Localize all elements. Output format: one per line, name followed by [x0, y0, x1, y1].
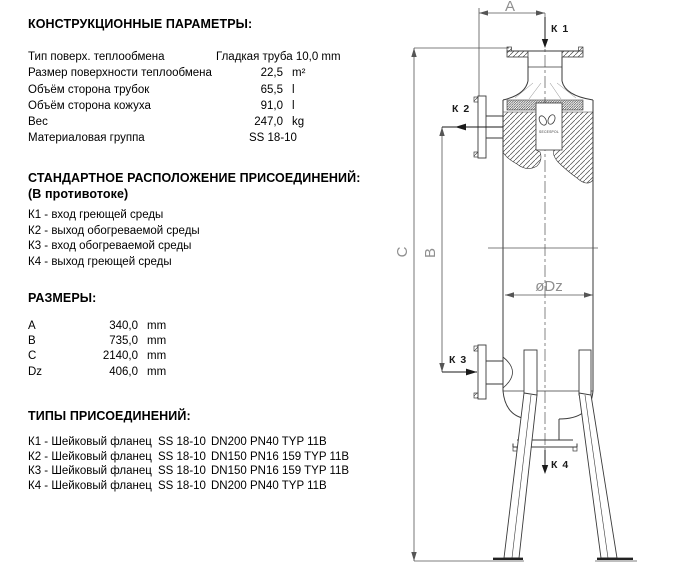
material-label: SS 18-10: [158, 479, 206, 492]
svg-text:C: C: [394, 246, 411, 258]
dim-label: C: [28, 350, 37, 363]
list-item: К3 - вход обогреваемой среды: [28, 240, 192, 253]
dim-label: B: [28, 335, 36, 348]
param-label: Материаловая группа: [28, 132, 145, 145]
dim-unit: mm: [147, 365, 167, 378]
section-title-dimensions: РАЗМЕРЫ:: [28, 291, 97, 305]
param-value: 91,0: [260, 99, 283, 112]
param-value: 247,0: [254, 116, 283, 129]
list-item: К1 - вход греющей среды: [28, 209, 164, 221]
section-hatch: [503, 103, 593, 183]
dim-unit: mm: [147, 320, 167, 332]
param-unit: kg: [292, 116, 305, 129]
param-label: Объём сторона кожуха: [28, 99, 151, 112]
dim-label: A: [28, 320, 36, 332]
param-value: SS 18-10: [249, 132, 297, 145]
k2-marker: [442, 103, 503, 130]
param-value: 22,5: [260, 67, 283, 80]
k3-marker: [442, 354, 477, 375]
list-item: К2 - выход обогреваемой среды: [28, 224, 200, 237]
svg-text:К 1: К 1: [551, 23, 570, 35]
param-label: Тип поверх. теплообмена: [28, 51, 165, 63]
param-unit: m²: [292, 67, 306, 80]
material-label: SS 18-10: [158, 450, 206, 463]
svg-text:A: A: [504, 0, 516, 15]
param-label: Объём сторона трубок: [28, 83, 150, 96]
svg-text:К 4: К 4: [551, 459, 570, 471]
spec-label: DN150 PN16 159 TYP 11B: [211, 450, 350, 463]
cone-shading: [515, 83, 576, 99]
param-unit: l: [292, 99, 295, 112]
spec-label: DN200 PN40 TYP 11B: [211, 479, 327, 492]
material-label: SS 18-10: [158, 436, 206, 448]
dim-label: Dz: [28, 365, 43, 378]
section-subtitle: (В противотоке): [28, 187, 129, 201]
dim-dz-group: [505, 278, 593, 298]
svg-text:SECESPOL: SECESPOL: [539, 130, 559, 134]
dim-value: 340,0: [109, 320, 138, 332]
dim-value: 735,0: [109, 335, 138, 348]
section-title-text: СТАНДАРТНОЕ РАСПОЛОЖЕНИЕ ПРИСОЕДИНЕНИЙ:: [28, 171, 361, 185]
support-legs: [493, 350, 637, 561]
brand-logo: [536, 103, 562, 150]
dim-unit: mm: [147, 335, 167, 348]
dim-unit: mm: [147, 350, 167, 363]
param-label: Вес: [28, 116, 48, 129]
section-title-construction: КОНСТРУКЦИОННЫЕ ПАРАМЕТРЫ:: [28, 17, 253, 31]
port-label: К3 - Шейковый фланец: [28, 465, 152, 478]
vessel-body: [488, 47, 598, 391]
spec-label: DN200 PN40 TYP 11B: [211, 436, 327, 448]
param-label: Размер поверхности теплообмена: [28, 67, 212, 80]
list-item: К4 - выход греющей среды: [28, 255, 172, 268]
section-title-connection-types: ТИПЫ ПРИСОЕДИНЕНИЙ:: [28, 409, 191, 423]
port-label: К2 - Шейковый фланец: [28, 450, 152, 463]
svg-text:К 3: К 3: [449, 354, 468, 366]
param-value: Гладкая труба 10,0 mm: [216, 51, 341, 63]
dim-value: 406,0: [109, 365, 138, 378]
spec-label: DN150 PN16 159 TYP 11B: [211, 465, 350, 478]
param-unit: l: [292, 83, 295, 96]
k1-marker: [542, 17, 569, 48]
k4-marker: [542, 450, 569, 474]
svg-text:К 2: К 2: [452, 103, 471, 115]
param-value: 65,5: [260, 83, 283, 96]
svg-text:B: B: [422, 247, 439, 259]
material-label: SS 18-10: [158, 465, 206, 478]
port-label: К4 - Шейковый фланец: [28, 479, 152, 492]
dim-b-group: [422, 127, 445, 372]
svg-text:øDz: øDz: [535, 278, 563, 295]
dim-value: 2140,0: [102, 350, 138, 363]
port-label: К1 - Шейковый фланец: [28, 436, 152, 448]
